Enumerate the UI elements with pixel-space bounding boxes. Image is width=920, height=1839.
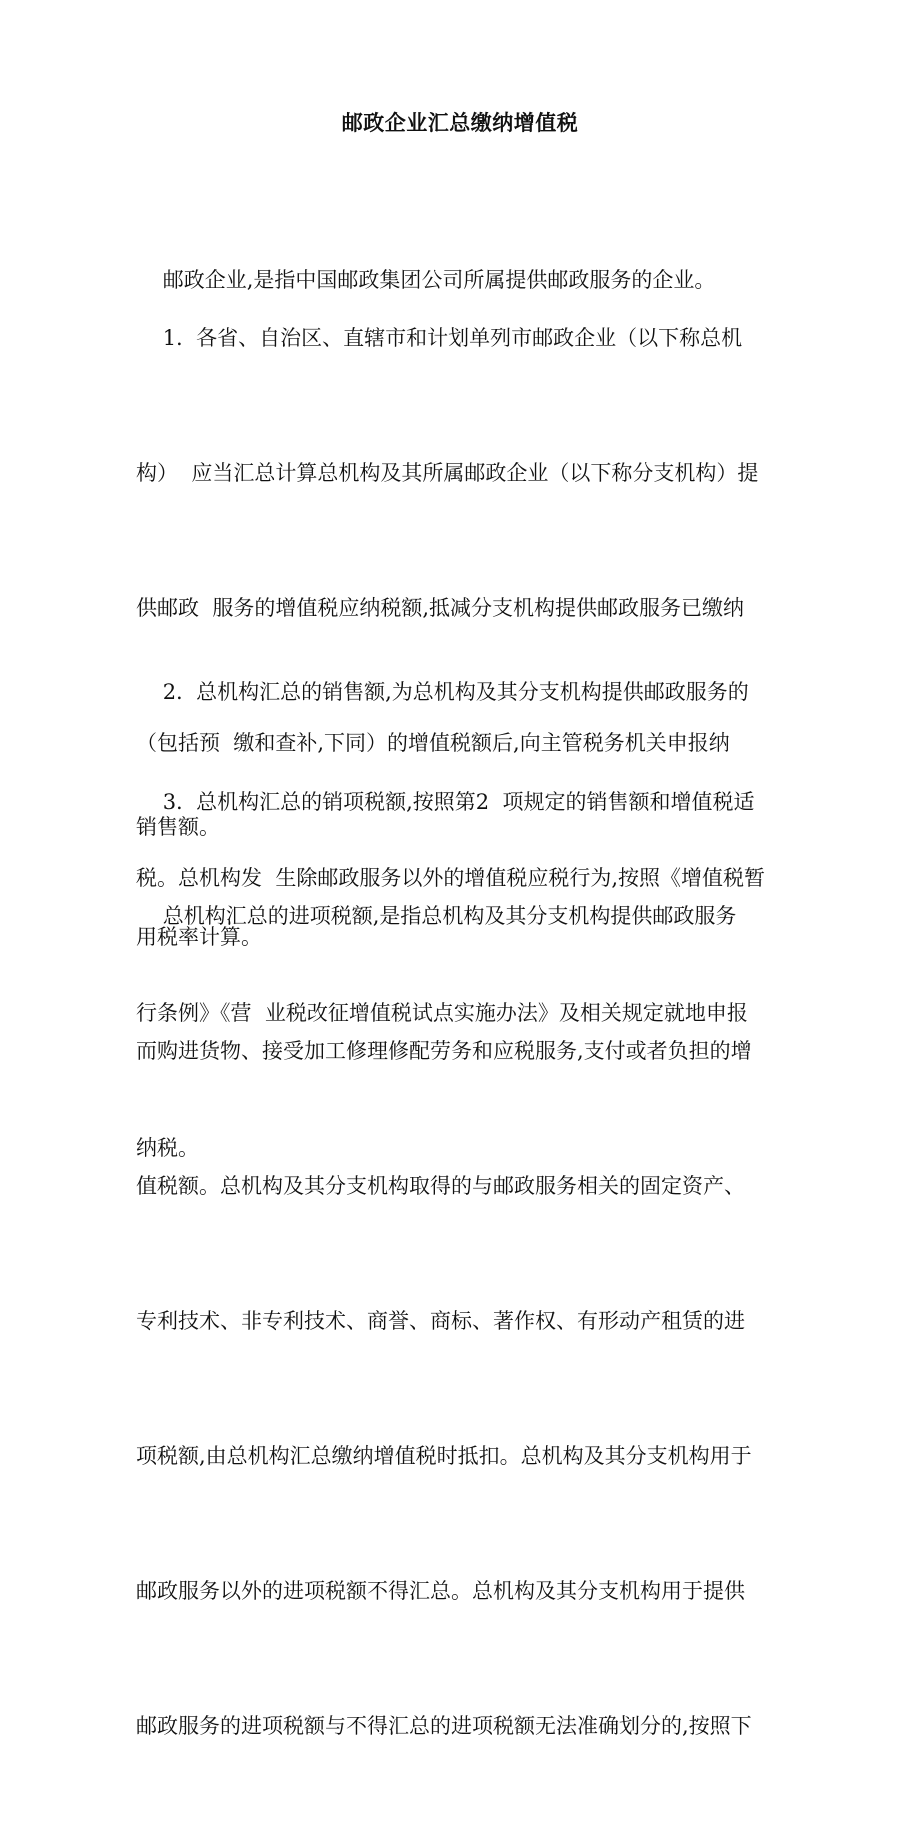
paragraph-input-tax	[136, 804, 784, 1839]
paragraph-line: 税。总机构发 生除邮政服务以外的增值税应税行为,按照《增值税暂	[136, 866, 766, 890]
paragraph-line: 项税额,由总机构汇总缴纳增值税时抵扣。总机构及其分支机构用于	[136, 1444, 752, 1468]
paragraph-line: 总机构汇总的进项税额,是指总机构及其分支机构提供邮政服务	[136, 904, 737, 928]
paragraph-line: 3. 总机构汇总的销项税额,按照第2 项规定的销售额和增值税适	[136, 790, 755, 814]
paragraph-line: 纳税。	[136, 1136, 199, 1160]
paragraph-line: 专利技术、非专利技术、商誉、商标、著作权、有形动产租赁的进	[136, 1309, 745, 1333]
paragraph-line: 邮政服务以外的进项税额不得汇总。总机构及其分支机构用于提供	[136, 1579, 745, 1603]
paragraph-line: 邮政服务的进项税额与不得汇总的进项税额无法准确划分的,按照下	[136, 1714, 752, 1738]
document-title: 邮政企业汇总缴纳增值税	[341, 110, 579, 135]
paragraph-line: （包括预 缴和查补,下同）的增值税额后,向主管税务机关申报纳	[136, 731, 730, 755]
paragraph-line: 值税额。总机构及其分支机构取得的与邮政服务相关的固定资产、	[136, 1174, 745, 1198]
paragraph-line: 而购进货物、接受加工修理修配劳务和应税服务,支付或者负担的增	[136, 1039, 752, 1063]
paragraph-line: 供邮政 服务的增值税应纳税额,抵减分支机构提供邮政服务已缴纳	[136, 596, 745, 620]
paragraph-line: 构） 应当汇总计算总机构及其所属邮政企业（以下称分支机构）提	[136, 461, 759, 485]
paragraph-line: 销售额。	[136, 815, 220, 839]
paragraph-line: 2. 总机构汇总的销售额,为总机构及其分支机构提供邮政服务的	[136, 680, 749, 704]
paragraph-line: 行条例》《营 业税改征增值税试点实施办法》及相关规定就地申报	[136, 1001, 748, 1025]
paragraph-line: 邮政企业,是指中国邮政集团公司所属提供邮政服务的企业。	[136, 268, 716, 292]
paragraph-line: 用税率计算。	[136, 925, 262, 949]
paragraph-line: 1. 各省、自治区、直辖市和计划单列市邮政企业（以下称总机	[136, 326, 743, 350]
